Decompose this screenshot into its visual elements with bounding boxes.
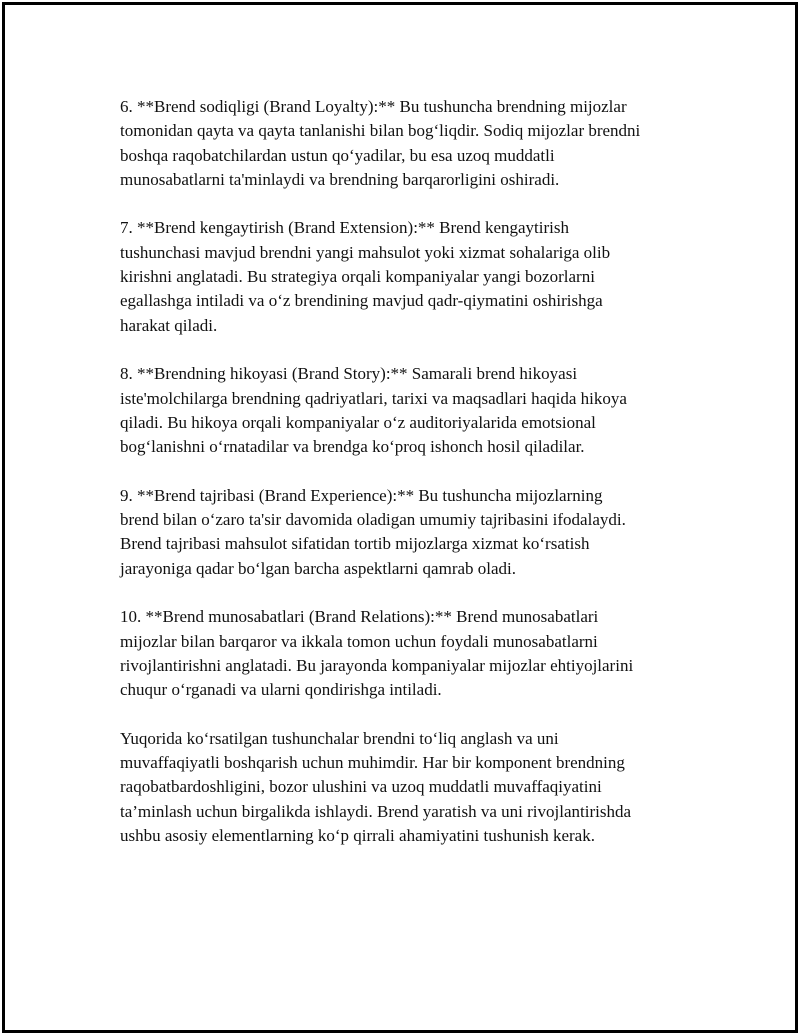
text-line: boshqa raqobatchilardan ustun qo‘yadilar, bu esa uzoq muddatli <box>120 145 555 165</box>
paragraph-conclusion <box>120 727 690 848</box>
text-line: munosabatlarni ta'minlaydi va brendning barqarorligini oshiradi. <box>120 169 560 189</box>
text-line: mijozlar bilan barqaror va ikkala tomon uchun foydali munosabatlarni <box>120 631 598 651</box>
document-body <box>120 95 690 873</box>
text-line: brend bilan o‘zaro ta'sir davomida oladigan umumiy tajribasini ifodalaydi. <box>120 510 626 530</box>
paragraph-brand-loyalty <box>120 95 690 192</box>
text-line: ta’minlash uchun birgalikda ishlaydi. Brend yaratish va uni rivojlantirishda <box>120 801 631 821</box>
text-line: qiladi. Bu hikoya orqali kompaniyalar o‘z auditoriyalarida emotsional <box>120 412 596 432</box>
paragraph-brand-story <box>120 362 690 459</box>
text-line: jarayoniga qadar bo‘lgan barcha aspektlarni qamrab oladi. <box>120 558 517 578</box>
text-line: raqobatbardoshligini, bozor ulushini va uzoq muddatli muvaffaqiyatini <box>120 777 602 797</box>
text-line: muvaffaqiyatli boshqarish uchun muhimdir. Har bir komponent brendning <box>120 753 625 773</box>
paragraph-brand-experience <box>120 484 690 581</box>
text-line: bog‘lanishni o‘rnatadilar va brendga ko‘proq ishonch hosil qiladilar. <box>120 437 585 457</box>
text-line: 8. **Brendning hikoyasi (Brand Story):** Samarali brend hikoyasi <box>120 364 578 384</box>
text-line: ushbu asosiy elementlarning ko‘p qirrali ahamiyatini tushunish kerak. <box>120 825 595 845</box>
paragraph-brand-relations <box>120 605 690 702</box>
text-line: tomonidan qayta va qayta tanlanishi bilan bog‘liqdir. Sodiq mijozlar brendni <box>120 121 641 141</box>
paragraph-brand-extension <box>120 216 690 337</box>
text-line: rivojlantirishni anglatadi. Bu jarayonda kompaniyalar mijozlar ehtiyojlarini <box>120 655 634 675</box>
text-line: iste'molchilarga brendning qadriyatlari, tarixi va maqsadlari haqida hikoya <box>120 388 627 408</box>
text-line: Yuqorida ko‘rsatilgan tushunchalar brendni to‘liq anglash va uni <box>120 728 559 748</box>
text-line: harakat qiladi. <box>120 315 218 335</box>
text-line: 6. **Brend sodiqligi (Brand Loyalty):** Bu tushuncha brendning mijozlar <box>120 97 627 116</box>
document-page <box>2 2 798 1033</box>
text-line: 7. **Brend kengaytirish (Brand Extension):** Brend kengaytirish <box>120 218 569 238</box>
text-line: egallashga intiladi va o‘z brendining mavjud qadr-qiymatini oshirishga <box>120 291 603 311</box>
text-line: 9. **Brend tajribasi (Brand Experience):** Bu tushuncha mijozlarning <box>120 485 603 505</box>
text-line: tushunchasi mavjud brendni yangi mahsulot yoki xizmat sohalariga olib <box>120 242 611 262</box>
text-line: Brend tajribasi mahsulot sifatidan tortib mijozlarga xizmat ko‘rsatish <box>120 534 590 554</box>
text-line: 10. **Brend munosabatlari (Brand Relations):** Brend munosabatlari <box>120 607 599 627</box>
text-line: chuqur o‘rganadi va ularni qondirishga intiladi. <box>120 680 442 700</box>
text-line: kirishni anglatadi. Bu strategiya orqali kompaniyalar yangi bozorlarni <box>120 267 595 287</box>
